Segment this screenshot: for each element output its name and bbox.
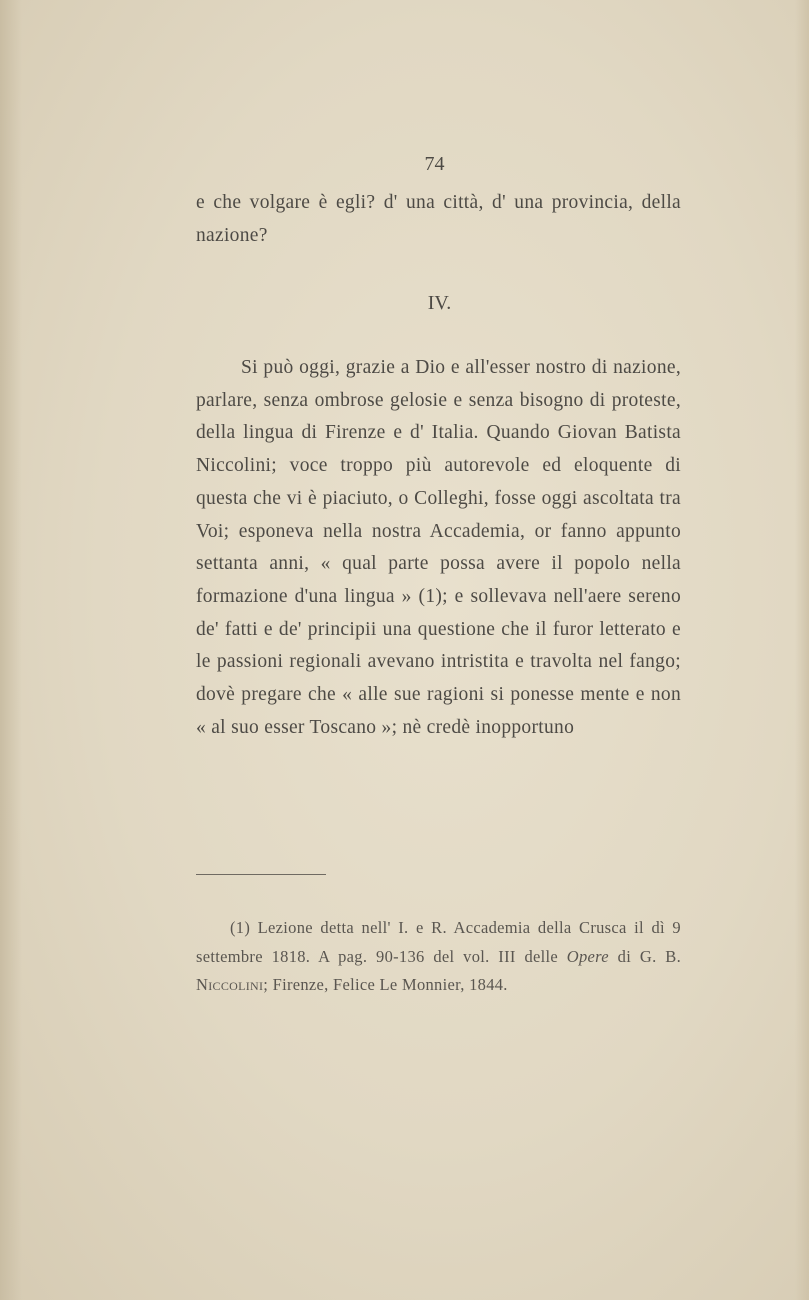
section-heading: IV. (427, 292, 452, 314)
footnote-author: Niccolini (196, 975, 264, 994)
footnote (196, 914, 681, 1000)
footnote-title: Opere (566, 946, 609, 966)
footnote-divider (196, 874, 326, 875)
page-right-edge-shadow (795, 0, 809, 1300)
footnote-text-after: ; Firenze, Felice Le Monnier, 1844. (263, 975, 508, 994)
footnote-text-between: di G. B. (617, 946, 681, 966)
opening-text: e che volgare è egli? d' una città, d' una provincia, della nazione? (196, 192, 681, 246)
page-left-edge-shadow (0, 0, 22, 1300)
footnote-text-before-title: Lezione detta nell' I. e R. Accademia della Crusca il dì 9 settembre 1818. A pag. 90-136 del vol. III delle (196, 918, 681, 966)
footnote-marker: (1) (230, 918, 251, 937)
body-paragraph: Si può oggi, grazie a Dio e all'esser nostro di nazione, parlare, senza ombrose gelosie e senza bisogno di proteste, della lingua di Firenze e d' Italia. Quando Giovan Batista Niccolini; voce troppo più autorevole ed eloquente di questa che vi è piaciuto, o Colleghi, fosse oggi ascoltata tra Voi; esponeva nella nostra Accademia, or fanno appunto settanta anni, « qual parte possa avere il popolo nella formazione d'una lingua » (1); e sollevava nell'aere sereno de' fatti e de' principii una questione che il furor letterato e le passioni regionali avevano intristita e travolta nel fango; dovè pregare che « alle sue ragioni si ponesse mente e non « al suo esser Toscano »; nè credè inopportuno (196, 357, 681, 738)
page-number: 74 (424, 153, 445, 175)
